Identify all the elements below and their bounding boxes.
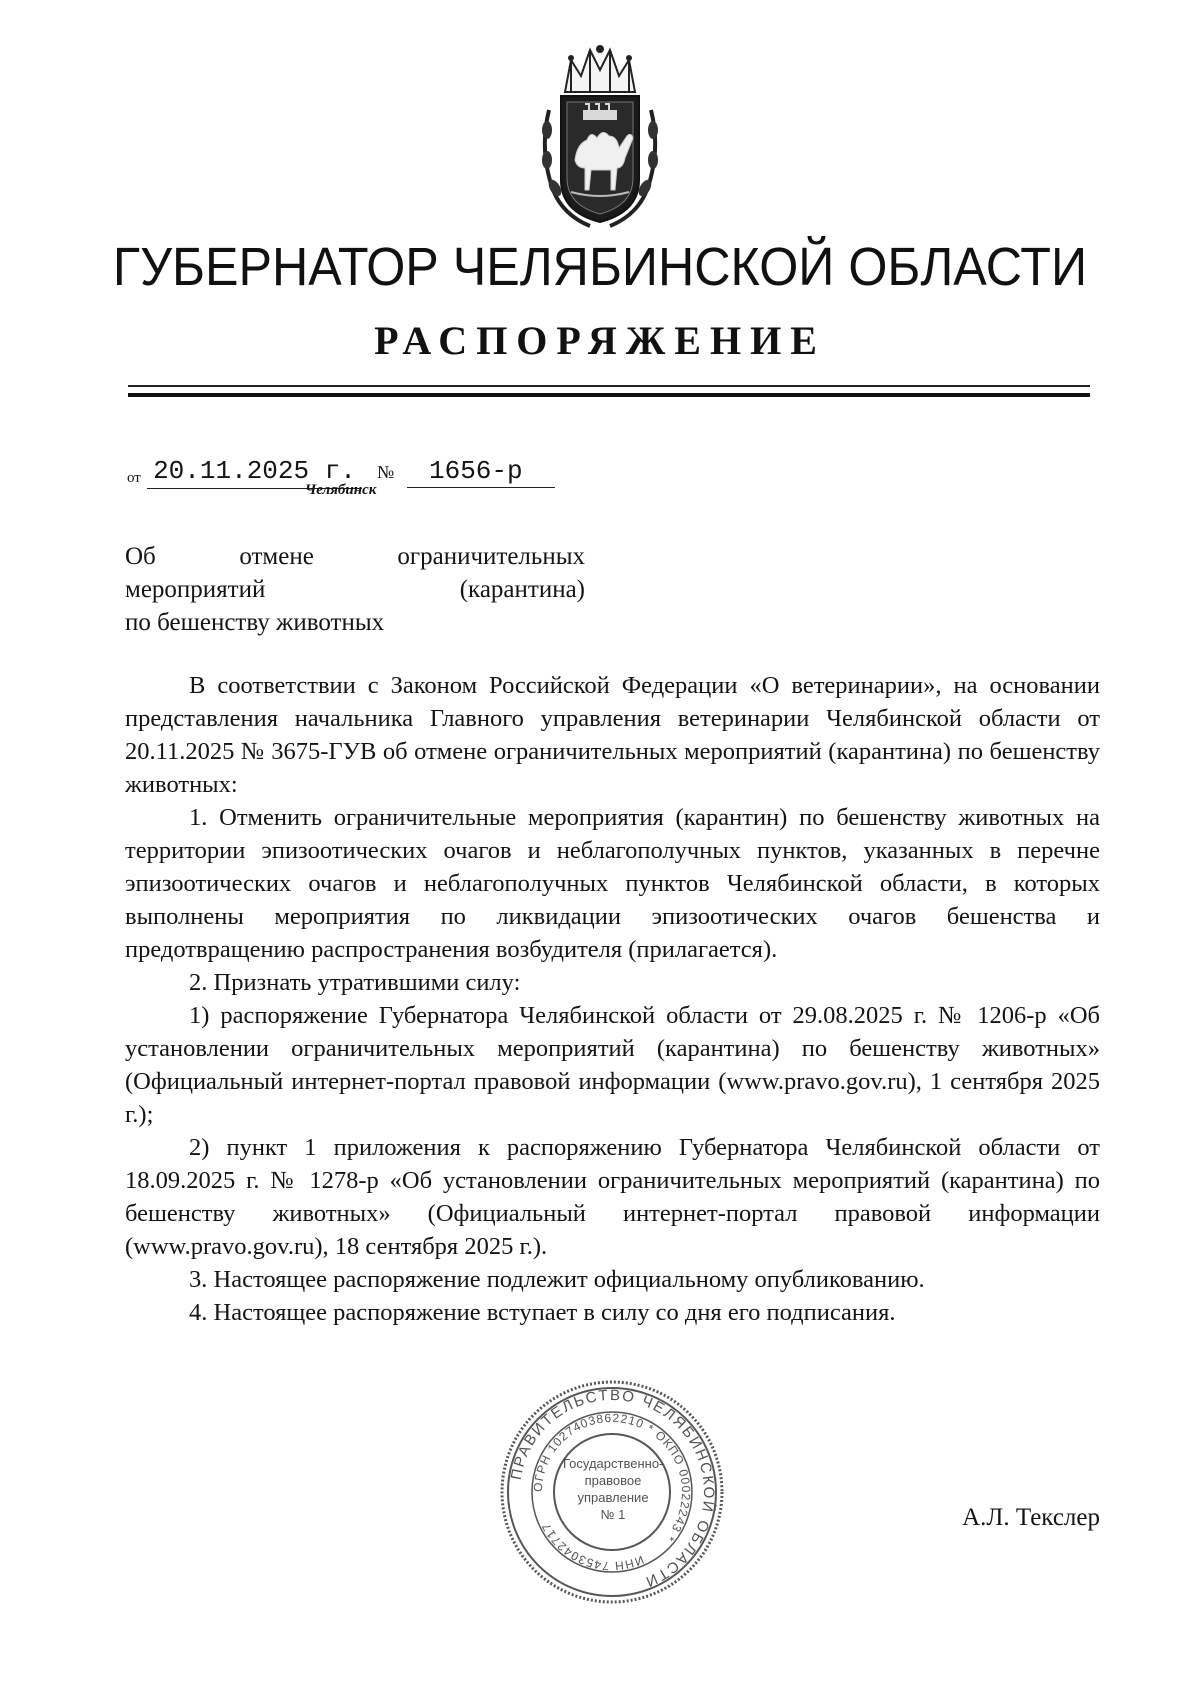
header-divider-thick xyxy=(128,393,1090,397)
seal-ring-text-ogrn: ОГРН 1027403862210 * ОКПО 00022243 * xyxy=(530,1410,694,1545)
seal-outer-text: ПРАВИТЕЛЬСТВО ЧЕЛЯБИНСКОЙ ОБЛАСТИ xyxy=(507,1386,718,1591)
seal-center-line-3: управление xyxy=(577,1490,649,1505)
document-body xyxy=(125,669,1100,1329)
organization-title: ГУБЕРНАТОР ЧЕЛЯБИНСКОЙ ОБЛАСТИ xyxy=(112,237,1088,297)
document-number: 1656-р xyxy=(407,456,555,488)
number-sign-label: № xyxy=(377,462,395,482)
document-city: Челябинск xyxy=(305,482,377,498)
subject-line-3: по бешенству животных xyxy=(125,609,385,636)
item-2-paragraph: 2. Признать утратившими силу: xyxy=(189,969,521,996)
item-2-1-paragraph: 1) распоряжение Губернатора Челябинской области от 29.08.2025 г. № 1206-р «Об установлении ограничительных мероприятий (карантина) по бешенству животных» (Официальный интернет-портал правовой информации (www.pravo.gov.ru), 1 сентября 2025 г.); xyxy=(125,1002,1100,1128)
subject-line-2: мероприятий (карантина) xyxy=(125,576,585,603)
item-3-paragraph: 3. Настоящее распоряжение подлежит официальному опубликованию. xyxy=(189,1266,925,1293)
header-divider-thin xyxy=(128,385,1090,387)
document-meta-line xyxy=(127,456,647,496)
preamble-paragraph: В соответствии с Законом Российской Федерации «О ветеринарии», на основании представления начальника Главного управления ветеринарии Челябинской области от 20.11.2025 № 3675-ГУВ об отмене ограничительных мероприятий (карантина) по бешенству животных: xyxy=(125,672,1100,798)
seal-ring-text-inn: ИНН 7453042717 xyxy=(538,1520,646,1574)
item-1-paragraph: 1. Отменить ограничительные мероприятия (карантин) по бешенству животных на территории эпизоотических очагов и неблагополучных пунктов, указанных в перечне эпизоотических очагов и неблагополучных пунктов Челябинской области, в которых выполнены мероприятия по ликвидации эпизоотических очагов бешенства и предотвращению распространения возбудителя (прилагается). xyxy=(125,804,1100,963)
item-4-paragraph: 4. Настоящее распоряжение вступает в силу со дня его подписания. xyxy=(189,1299,896,1326)
date-prefix-label: от xyxy=(127,470,141,486)
seal-center-line-2: правовое xyxy=(584,1473,642,1488)
signatory-name: А.Л. Текслер xyxy=(962,1504,1100,1531)
document-subject xyxy=(125,540,585,639)
seal-center-line-1: Государственно- xyxy=(563,1456,664,1471)
coat-of-arms-icon xyxy=(535,40,665,235)
subject-line-1: Об отмене ограничительных xyxy=(125,543,585,570)
document-type-title: РАСПОРЯЖЕНИЕ xyxy=(374,318,826,363)
document-date: 20.11.2025 г. xyxy=(147,456,362,489)
seal-center-line-4: № 1 xyxy=(600,1507,626,1522)
seal-center-text xyxy=(563,1455,663,1523)
item-2-2-paragraph: 2) пункт 1 приложения к распоряжению Губернатора Челябинской области от 18.09.2025 г. № 1278-р «Об установлении ограничительных мероприятий (карантина) по бешенству животных» (Официальный интернет-портал правовой информации (www.pravo.gov.ru), 18 сентября 2025 г.). xyxy=(125,1134,1100,1260)
